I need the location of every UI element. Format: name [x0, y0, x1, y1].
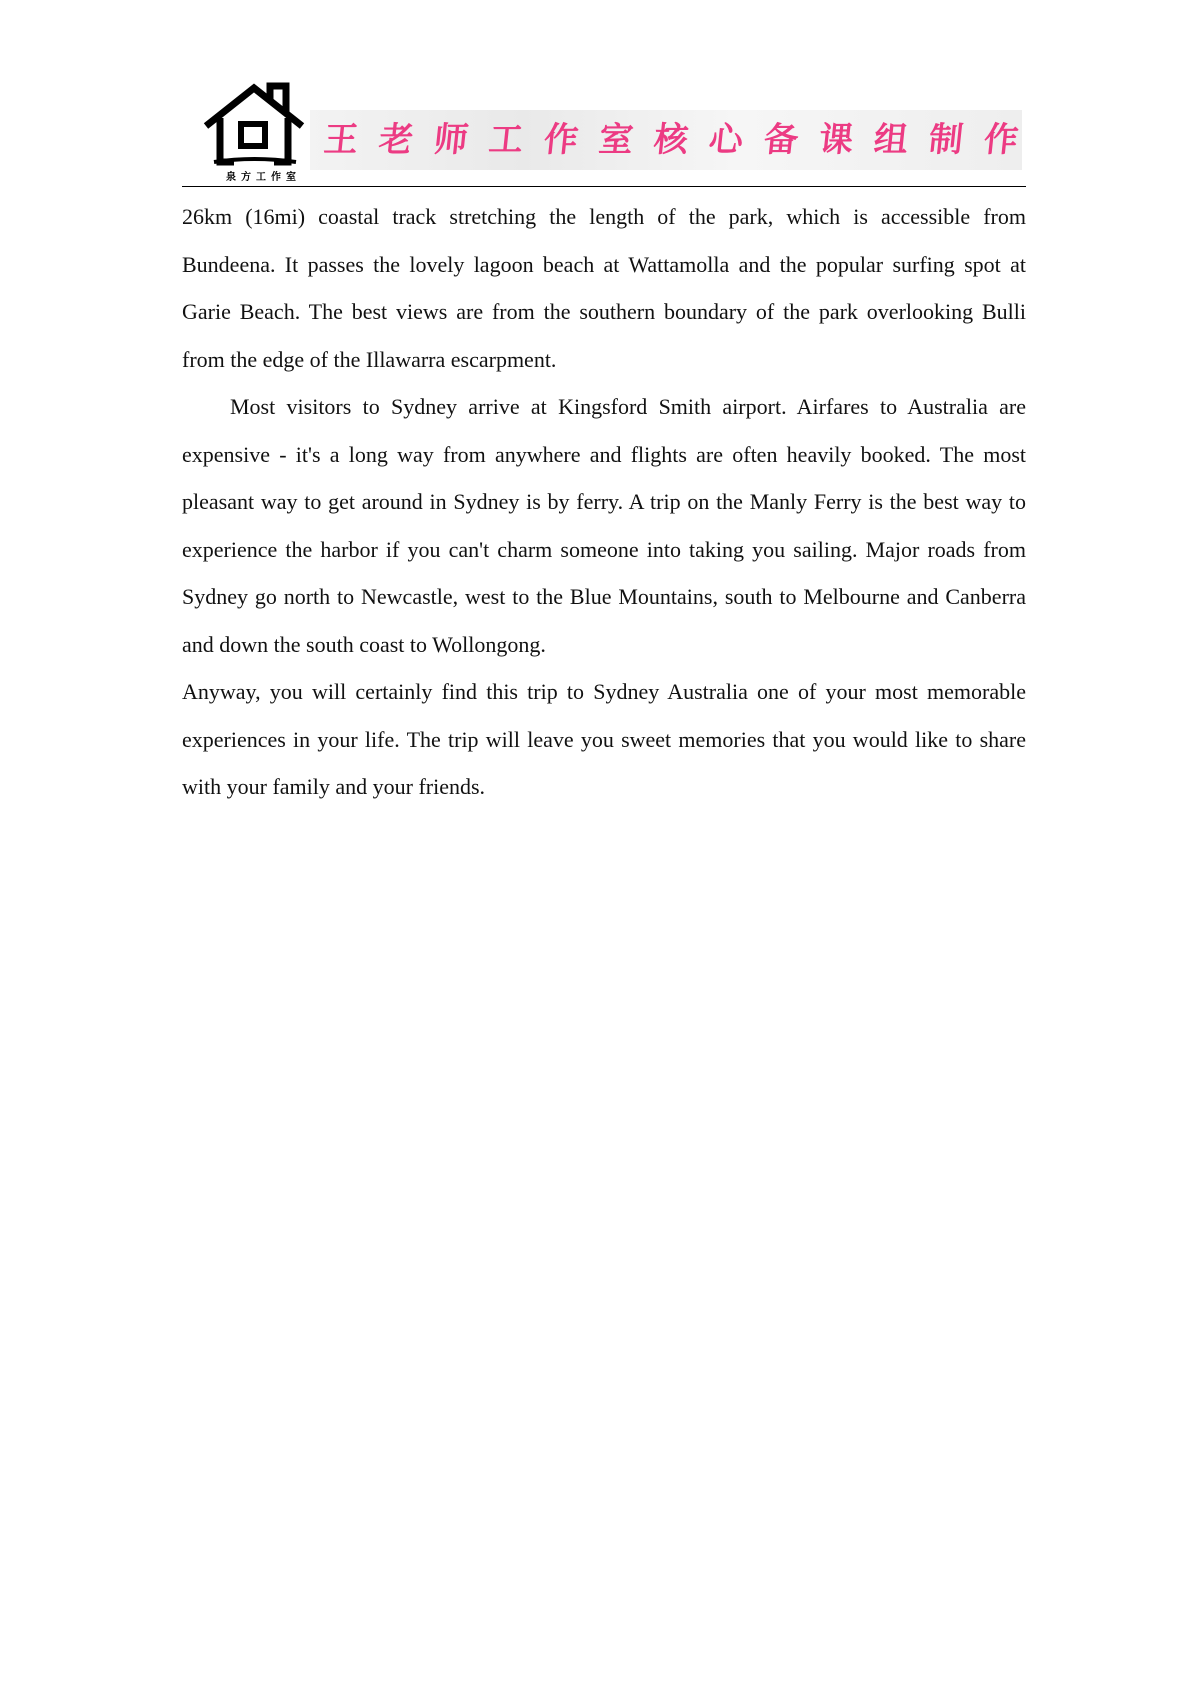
banner-title: 王老师工作室核心备课组制作 — [321, 120, 1042, 160]
paragraph-getting-around: Most visitors to Sydney arrive at Kingsford Smith airport. Airfares to Australia are expensive - it's a long way from anywhere and flights are often heavily booked. The most pleasant way to get around in Sydney is by ferry. A trip on the Manly Ferry is the best way to experience the harbor if you can't charm someone into taking you sailing. Major roads from Sydney go north to Newcastle, west to the Blue Mountains, south to Melbourne and Canberra and down the south coast to Wollongong. — [182, 394, 1026, 657]
page-header — [182, 82, 1042, 188]
studio-logo — [200, 82, 308, 182]
article-body — [182, 193, 1026, 811]
paragraph-conclusion: Anyway, you will certainly find this trip to Sydney Australia one of your most memorable experiences in your life. The trip will leave you sweet memories that you would like to share with your family and your friends. — [182, 679, 1026, 799]
header-divider — [182, 186, 1026, 187]
logo-caption: 泉方工作室 — [226, 172, 301, 183]
paragraph-park-track: 26km (16mi) coastal track stretching the length of the park, which is accessible from Bundeena. It passes the lovely lagoon beach at Wattamolla and the popular surfing spot at Garie Beach. The best views are from the southern boundary of the park overlooking Bulli from the edge of the Illawarra escarpment. — [182, 204, 1026, 372]
house-icon — [200, 82, 308, 172]
